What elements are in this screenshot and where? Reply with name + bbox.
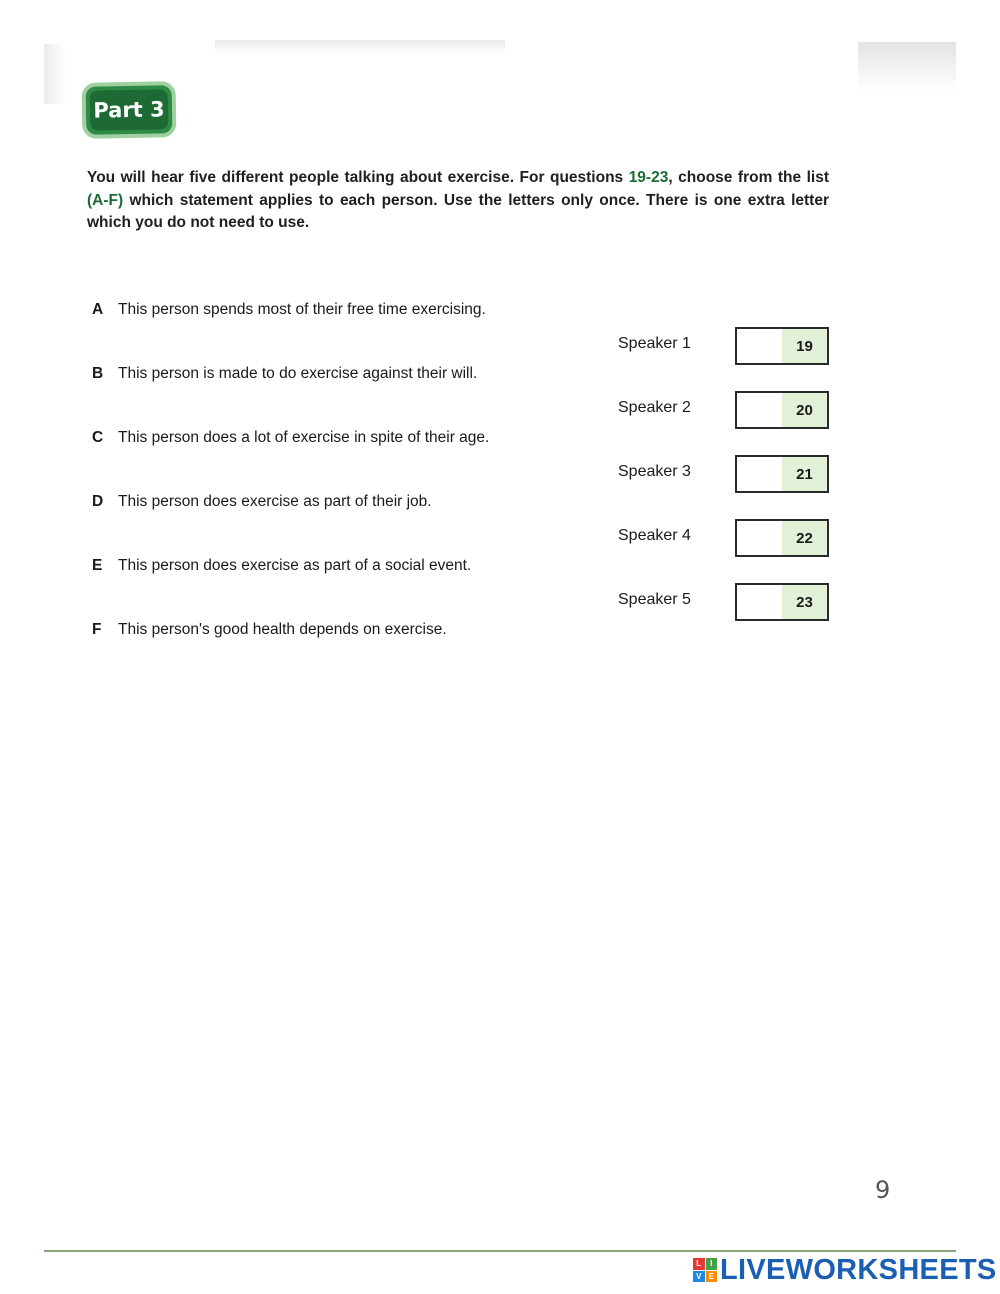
logo-mark-letter: E <box>706 1271 718 1283</box>
question-number: 23 <box>782 583 829 621</box>
questions-range: 19-23 <box>628 169 669 186</box>
liveworksheets-logo <box>693 1254 997 1286</box>
liveworksheets-mark-icon <box>693 1258 717 1282</box>
question-number: 21 <box>782 455 829 493</box>
speaker-row-2 <box>618 391 832 429</box>
logo-mark-letter: L <box>693 1258 705 1270</box>
speaker-label: Speaker 2 <box>618 399 691 416</box>
part-label: Part 3 <box>90 89 169 130</box>
page-number: 9 <box>875 1176 891 1204</box>
statement-letter: D <box>92 493 104 510</box>
statement-text: This person is made to do exercise against their will. <box>118 365 478 382</box>
statement-text: This person's good health depends on exercise. <box>118 621 447 638</box>
speaker-row-3 <box>618 455 832 493</box>
speaker-label: Speaker 4 <box>618 527 691 544</box>
statement-letter: F <box>92 621 102 638</box>
part-badge <box>86 85 173 134</box>
statement-text: This person does a lot of exercise in spite of their age. <box>118 429 490 446</box>
statement-text: This person does exercise as part of their job. <box>118 493 432 510</box>
speaker-row-5 <box>618 583 832 621</box>
scan-shadow <box>44 44 66 104</box>
answer-box-19[interactable] <box>735 327 783 365</box>
statement-letter: B <box>92 365 104 382</box>
answer-box-20[interactable] <box>735 391 783 429</box>
speaker-row-4 <box>618 519 832 557</box>
letters-range: (A-F) <box>87 191 124 209</box>
statement-letter: A <box>92 301 104 318</box>
logo-mark-letter: V <box>693 1271 705 1283</box>
logo-mark-letter: I <box>706 1258 718 1270</box>
answer-box-22[interactable] <box>735 519 783 557</box>
answer-box-21[interactable] <box>735 455 783 493</box>
instructions-text: You will hear five different people talking about exercise. For questions <box>87 169 629 186</box>
statement-f <box>92 621 447 639</box>
instructions <box>87 167 829 235</box>
statement-letter: E <box>92 557 103 574</box>
question-number: 19 <box>782 327 829 365</box>
statement-text: This person spends most of their free time exercising. <box>118 301 486 318</box>
statement-text: This person does exercise as part of a social event. <box>118 557 472 574</box>
speaker-label: Speaker 1 <box>618 335 691 352</box>
logo-text: LIVEWORKSHEETS <box>720 1253 997 1286</box>
statement-e <box>92 557 471 575</box>
answer-box-23[interactable] <box>735 583 783 621</box>
question-number: 20 <box>782 391 829 429</box>
speaker-label: Speaker 3 <box>618 463 691 480</box>
scan-shadow <box>215 40 505 54</box>
statement-letter: C <box>92 429 104 446</box>
speaker-label: Speaker 5 <box>618 591 691 608</box>
scan-shadow <box>858 42 956 92</box>
statement-b <box>92 365 477 383</box>
instructions-text: , choose from the list <box>668 169 830 186</box>
footer-divider <box>44 1250 956 1252</box>
question-number: 22 <box>782 519 829 557</box>
instructions-text: which statement applies to each person. Use the letters only once. There is one extra letter which you do not need to use. <box>87 191 829 231</box>
speaker-row-1 <box>618 327 832 365</box>
statement-d <box>92 493 432 511</box>
statement-a <box>92 301 486 319</box>
statement-c <box>92 429 489 447</box>
